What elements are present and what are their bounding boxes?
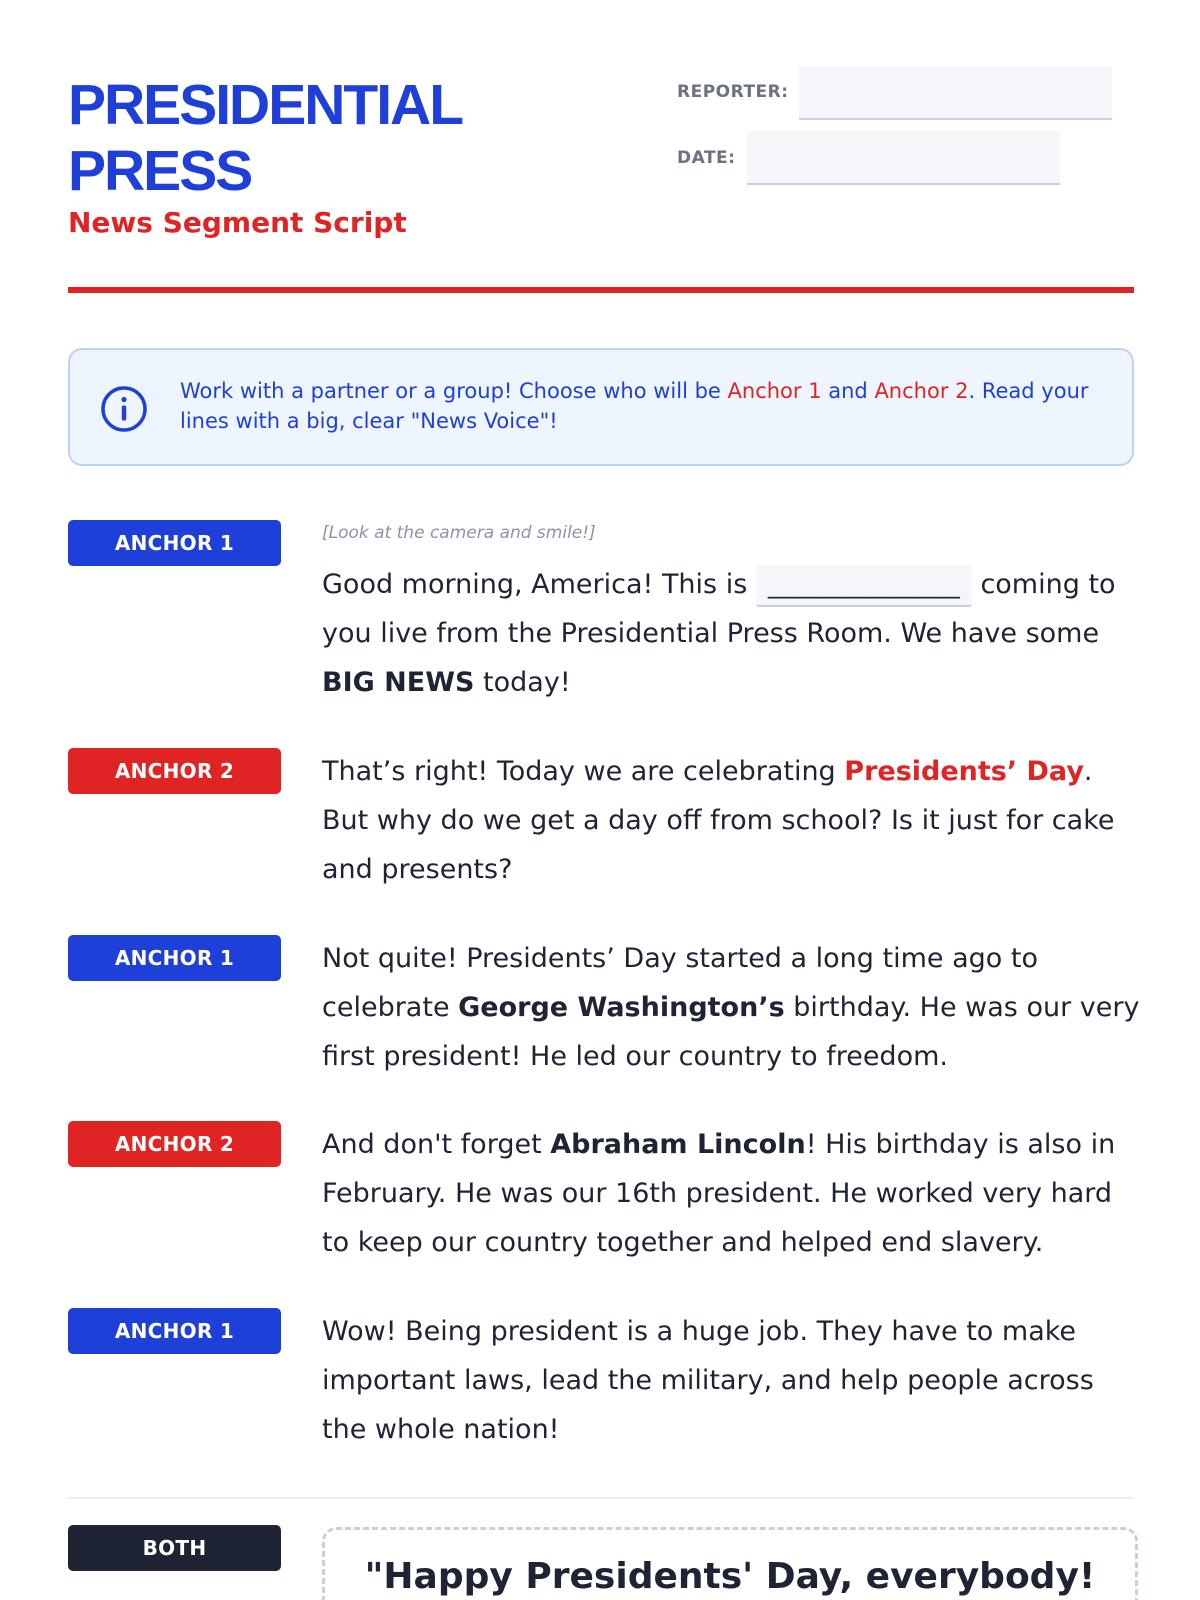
script-line: Not quite! Presidents’ Day started a long time ago to celebrate George Washington’s birthday. He was our very first president! He led our country to freedom.: [322, 943, 1140, 1072]
date-field[interactable]: [747, 131, 1060, 185]
reporter-field[interactable]: [799, 66, 1112, 120]
page-title: PRESIDENTIAL PRESS: [68, 73, 462, 203]
page-subtitle: News Segment Script: [68, 206, 407, 239]
script-line: And don't forget Abraham Lincoln! His birthday is also in February. He was our 16th president. He worked very hard to keep our country together and helped end slavery.: [322, 1129, 1116, 1258]
stage-direction: [Look at the camera and smile!]: [322, 523, 596, 543]
instructions-text: Work with a partner or a group! Choose who will be Anchor 1 and Anchor 2. Read your lines with a big, clear "News Voice"!: [180, 379, 1089, 433]
section-divider: [68, 1497, 1134, 1499]
reporter-label: REPORTER:: [677, 82, 789, 102]
instructions-box: [68, 348, 1134, 466]
header-divider: [68, 287, 1134, 293]
speaker-badge-anchor-2: ANCHOR 2: [68, 1121, 281, 1167]
speaker-badge-anchor-1: ANCHOR 1: [68, 1308, 281, 1354]
script-line: Good morning, America! This is ________________ coming to you live from the Presidential Press Room. We have some BIG NEWS today!: [322, 560, 1140, 707]
closing-line-box: [322, 1527, 1138, 1600]
anchor-1-ref: Anchor 1: [727, 379, 822, 403]
speaker-badge-anchor-1: ANCHOR 1: [68, 935, 281, 981]
speaker-badge-both: BOTH: [68, 1525, 281, 1571]
info-icon: [100, 385, 148, 433]
script-line: Wow! Being president is a huge job. They have to make important laws, lead the military, and help people across the whole nation!: [322, 1316, 1094, 1445]
date-label: DATE:: [677, 148, 736, 168]
closing-line: "Happy Presidents' Day, everybody!: [364, 1556, 1096, 1597]
script-line: That’s right! Today we are celebrating Presidents’ Day. But why do we get a day off from school? Is it just for cake and presents?: [322, 756, 1115, 885]
name-blank[interactable]: ________________: [756, 565, 972, 607]
speaker-badge-anchor-2: ANCHOR 2: [68, 748, 281, 794]
anchor-2-ref: Anchor 2: [874, 379, 969, 403]
speaker-badge-anchor-1: ANCHOR 1: [68, 520, 281, 566]
